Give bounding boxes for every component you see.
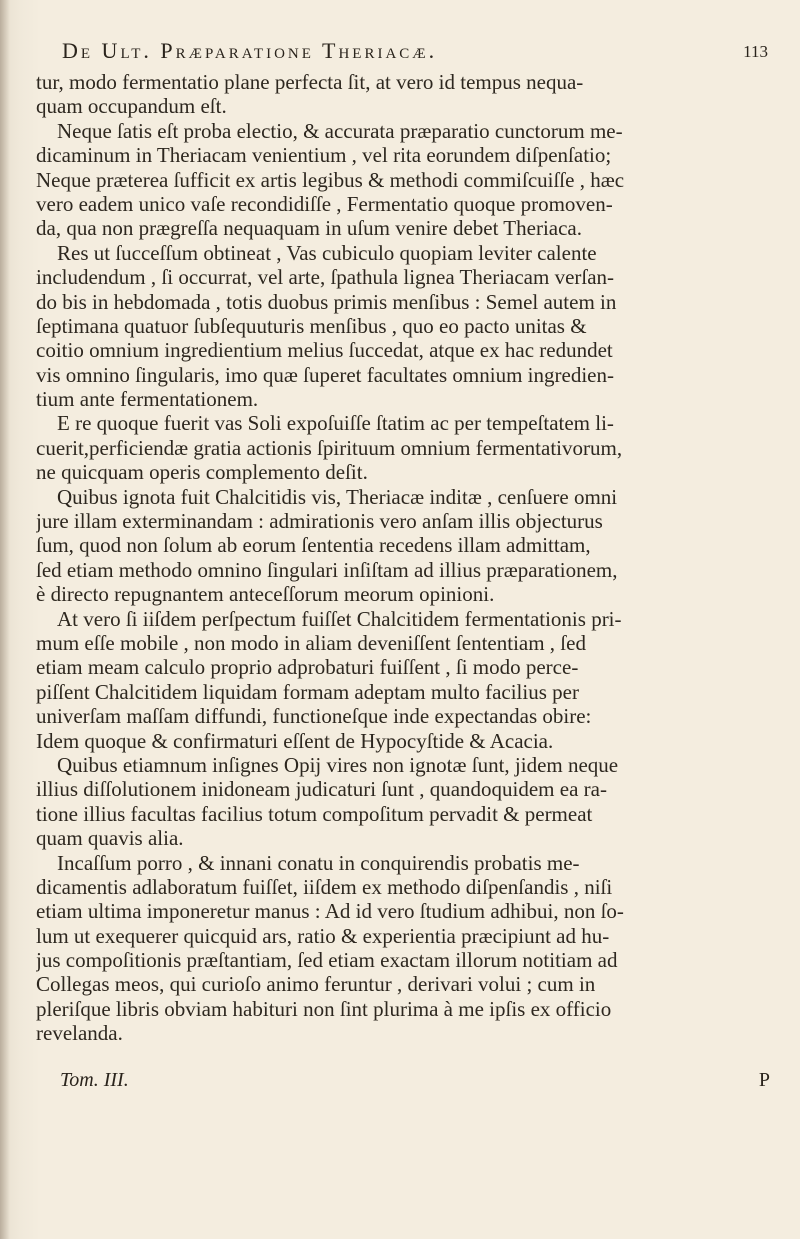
text-line: ne quicquam operis complemento deſit. (36, 460, 368, 485)
page-footer (60, 1069, 770, 1095)
text-line: illius diſſolutionem inidoneam judicaturi ſunt , quandoquidem ea ra- (36, 777, 607, 802)
text-line: da, qua non prægreſſa nequaquam in uſum venire debet Theriaca. (36, 216, 582, 241)
signature-mark: P (758, 1069, 770, 1091)
text-line: ſed etiam methodo omnino ſingulari inſiſtam ad illius præparationem, (36, 557, 618, 582)
text-line: Collegas meos, qui curioſo animo feruntur , derivari volui ; cum in (36, 972, 596, 997)
text-line: pleriſque libris obviam habituri non ſint plurima à me ipſis ex officio (36, 996, 612, 1021)
text-line: lum ut exequerer quicquid ars, ratio & experientia præcipiunt ad hu- (36, 923, 610, 948)
text-line: includendum , ſi occurrat, vel arte, ſpathula lignea Theriacam verſan- (36, 265, 615, 290)
running-head: De Ult. Præparatione Theriacæ. (62, 38, 438, 63)
text-line: ſeptimana quatuor ſubſequuturis menſibus , quo eo pacto unitas & (36, 313, 587, 338)
text-line: Neque præterea ſufficit ex artis legibus & methodi commiſcuiſſe , hæc (36, 167, 625, 192)
text-line: etiam meam calculo proprio adprobaturi fuiſſent , ſi modo perce- (36, 655, 579, 680)
text-line: do bis in hebdomada , totis duobus primis menſibus : Semel autem in (36, 289, 617, 314)
text-line: E re quoque fuerit vas Soli expoſuiſſe ſtatim ac per tempeſtatem li- (57, 411, 614, 436)
text-line: mum eſſe mobile , non modo in aliam deveniſſent ſententiam , ſed (36, 630, 586, 655)
text-line: Incaſſum porro , & innani conatu in conquirendis probatis me- (57, 850, 580, 875)
text-line: revelanda. (36, 1021, 123, 1046)
text-line: Res ut ſucceſſum obtineat , Vas cubiculo quopiam leviter calente (57, 240, 597, 265)
text-line: quam occupandum eſt. (36, 94, 227, 119)
body-text (36, 70, 774, 1046)
text-line: jus compoſitionis præſtantiam, ſed etiam exactam illorum notitiam ad (36, 948, 618, 973)
text-line: vis omnino ſingularis, imo quæ ſuperet facultates omnium ingredien- (36, 362, 614, 387)
text-line: vero eadem unico vaſe recondidiſſe , Fermentatio quoque promoven- (36, 191, 613, 216)
text-line: tur, modo fermentatio plane perfecta ſit, at vero id tempus nequa- (36, 70, 584, 94)
text-line: dicaminum in Theriacam venientium , vel rita eorundem diſpenſatio; (36, 143, 612, 168)
volume-mark: Tom. III. (60, 1069, 129, 1091)
page-header (62, 38, 772, 68)
text-line: tium ante fermentationem. (36, 387, 259, 412)
text-line: quam quavis alia. (36, 826, 184, 851)
gutter-shadow (0, 0, 10, 1239)
text-line: Idem quoque & confirmaturi eſſent de Hypocyſtide & Acacia. (36, 728, 554, 753)
text-line: Neque ſatis eſt proba electio, & accurata præparatio cunctorum me- (57, 118, 623, 143)
text-line: cuerit,perficiendæ gratia actionis ſpirituum omnium fermentativorum, (36, 435, 623, 460)
page-number: 113 (743, 42, 768, 61)
text-line: etiam ultima imponeretur manus : Ad id vero ſtudium adhibui, non ſo- (36, 899, 624, 924)
text-line: ſum, quod non ſolum ab eorum ſententia recedens illam admittam, (36, 533, 591, 558)
text-line: jure illam exterminandam : admirationis vero anſam illis objecturus (36, 509, 603, 534)
text-line: coitio omnium ingredientium melius ſuccedat, atque ex hac redundet (36, 338, 613, 363)
text-line: è directo repugnantem anteceſſorum meorum opinioni. (36, 582, 495, 607)
text-line: tione illius facultas facilius totum compoſitum pervadit & permeat (36, 801, 593, 826)
text-line: univerſam maſſam diffundi, functioneſque inde expectandas obire: (36, 704, 592, 729)
text-line: Quibus etiamnum inſignes Opij vires non ignotæ ſunt, jidem neque (57, 752, 619, 777)
text-line: dicamentis adlaboratum fuiſſet, iiſdem ex methodo diſpenſandis , niſi (36, 874, 613, 899)
text-line: Quibus ignota fuit Chalcitidis vis, Theriacæ inditæ , cenſuere omni (57, 484, 618, 509)
text-line: piſſent Chalcitidem liquidam formam adeptam multo facilius per (36, 679, 579, 704)
text-line: At vero ſi iiſdem perſpectum fuiſſet Chalcitidem fermentationis pri- (57, 606, 622, 631)
